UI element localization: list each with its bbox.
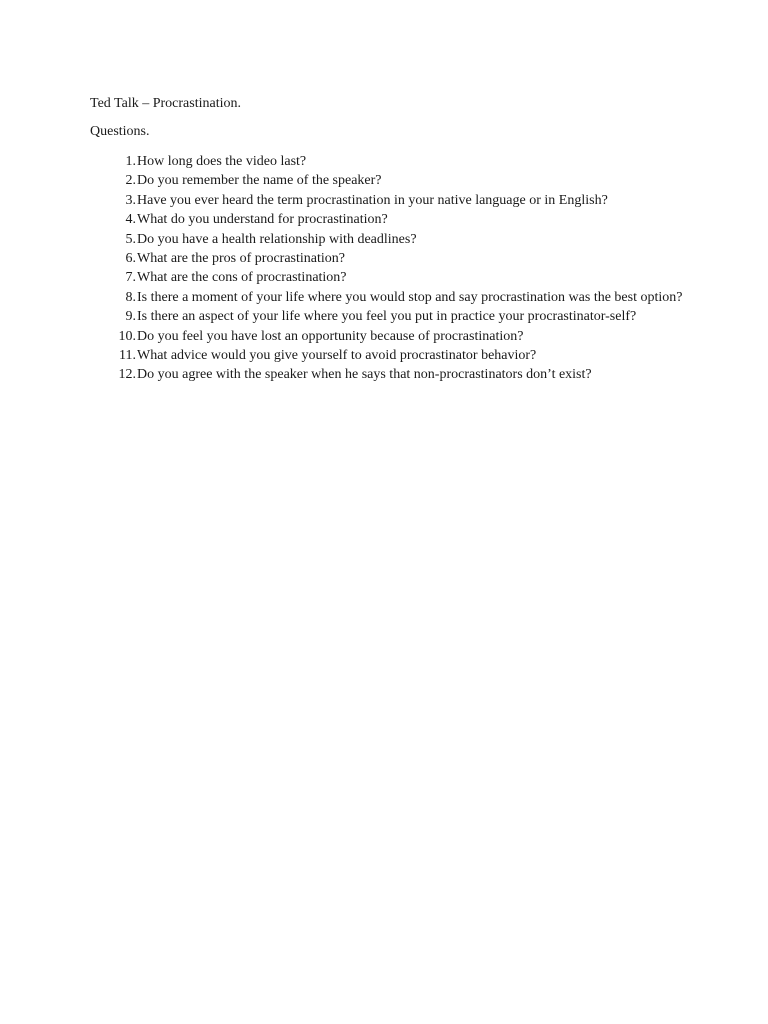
questions-list [90, 152, 690, 385]
question-number: 4. [125, 212, 136, 228]
question-number: 10. [118, 328, 136, 344]
question-number: 7. [125, 270, 136, 286]
questions-heading: Questions. [90, 124, 150, 139]
question-text: What advice would you give yourself to avoid procrastinator behavior? [137, 348, 537, 364]
list-item [90, 152, 690, 171]
question-text: How long does the video last? [137, 154, 307, 169]
list-item [90, 327, 690, 346]
list-item [90, 365, 690, 384]
list-item [90, 268, 690, 287]
question-text: Do you have a health relationship with deadlines? [137, 231, 417, 247]
list-item [90, 346, 690, 365]
list-item [90, 230, 690, 249]
document-title: Ted Talk – Procrastination. [90, 96, 241, 111]
question-number: 12. [118, 367, 136, 383]
question-text: Have you ever heard the term procrastination in your native language or in English? [137, 192, 608, 208]
list-item [90, 191, 690, 210]
list-item [90, 210, 690, 229]
question-number: 5. [125, 231, 136, 247]
question-text: What are the cons of procrastination? [137, 270, 347, 286]
question-number: 1. [125, 154, 136, 169]
list-item [90, 307, 690, 326]
list-item [90, 249, 690, 268]
question-number: 2. [125, 173, 136, 189]
question-number: 3. [125, 192, 136, 208]
question-text: Do you feel you have lost an opportunity because of procrastination? [137, 328, 524, 344]
question-text: Do you remember the name of the speaker? [137, 173, 382, 189]
question-text: What do you understand for procrastination? [137, 212, 388, 228]
question-text: Is there a moment of your life where you would stop and say procrastination was the best option? [137, 289, 683, 305]
question-text: What are the pros of procrastination? [137, 251, 345, 267]
question-text: Is there an aspect of your life where you feel you put in practice your procrastinator-self? [137, 309, 637, 325]
question-number: 8. [125, 289, 136, 305]
question-number: 11. [119, 348, 136, 364]
question-number: 9. [125, 309, 136, 325]
question-number: 6. [125, 251, 136, 267]
list-item [90, 171, 690, 190]
question-text: Do you agree with the speaker when he says that non-procrastinators don’t exist? [137, 367, 592, 383]
list-item [90, 288, 690, 307]
